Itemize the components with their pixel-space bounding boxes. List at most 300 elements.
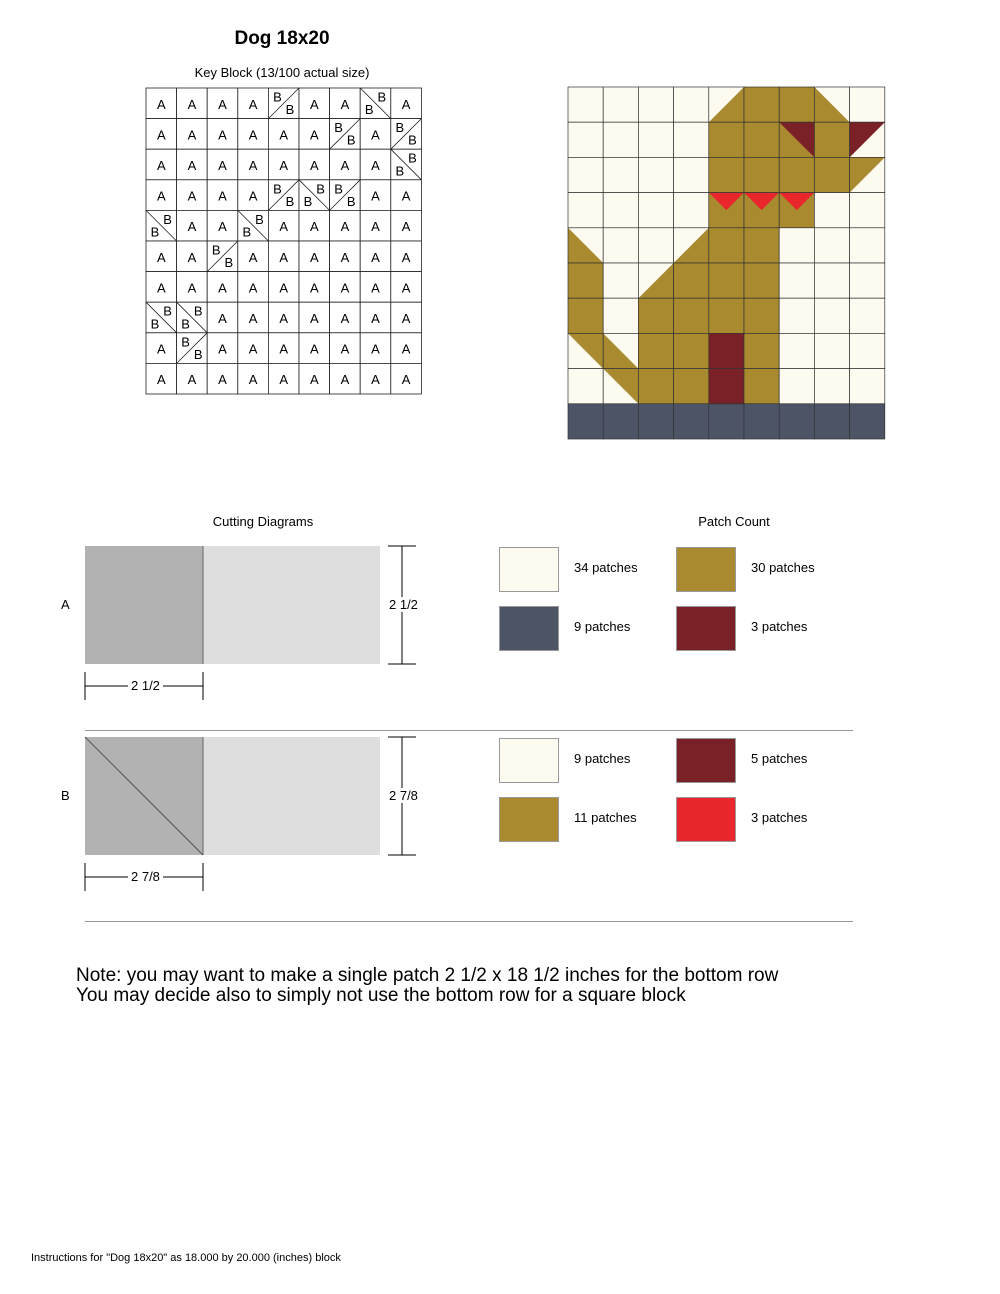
key-cell (268, 210, 299, 241)
key-cell-label: A (340, 219, 350, 235)
quilt-cell (850, 404, 885, 439)
key-cell (238, 333, 269, 364)
key-cell-label: B (334, 181, 343, 197)
key-cell-label: B (181, 316, 190, 332)
key-cell (360, 241, 391, 272)
key-cell (299, 180, 330, 211)
key-cell (330, 333, 361, 364)
quilt-cell (674, 228, 709, 263)
quilt-cell (674, 157, 709, 192)
patch-count-label: 9 patches (574, 751, 631, 766)
key-cell-label: A (340, 372, 350, 388)
key-cell-label: A (187, 188, 197, 204)
key-cell (207, 149, 238, 180)
key-cell (299, 363, 330, 394)
key-cell (330, 302, 361, 333)
key-cell-label: A (401, 372, 411, 388)
key-cell (207, 241, 238, 272)
key-cell (146, 241, 177, 272)
key-cell (330, 363, 361, 394)
key-cell-label: A (401, 188, 411, 204)
patch-count-label: 30 patches (751, 560, 815, 575)
quilt-cell (850, 369, 885, 404)
quilt-cell (568, 157, 603, 192)
quilt-cell (674, 369, 709, 404)
key-cell (177, 241, 208, 272)
key-cell-label: A (340, 311, 350, 326)
quilt-cell (638, 333, 673, 368)
key-cell (146, 88, 177, 119)
key-cell-label: B (273, 181, 282, 197)
quilt-cell (779, 193, 814, 228)
key-cell-label: A (371, 127, 380, 143)
key-cell-label: A (309, 96, 319, 112)
quilt-cell (603, 404, 638, 439)
key-cell (391, 149, 422, 180)
key-cell-label: A (218, 127, 227, 143)
key-cell-label: A (187, 158, 197, 173)
key-cell (391, 272, 422, 303)
key-cell (268, 241, 299, 272)
quilt-cell (779, 157, 814, 192)
key-cell-label: B (150, 224, 160, 240)
quilt-cell (744, 333, 779, 368)
key-cell-label: B (224, 255, 234, 271)
key-cell-label: B (408, 150, 417, 166)
quilt-cell (603, 369, 638, 404)
key-cell (146, 272, 177, 303)
key-cell (238, 302, 269, 333)
quilt-cell (814, 369, 849, 404)
quilt-cell (709, 87, 744, 122)
key-cell (238, 149, 269, 180)
quilt-preview (567, 86, 888, 440)
quilt-cell (674, 122, 709, 157)
fabric-swatch (499, 606, 559, 651)
quilt-cell (638, 193, 673, 228)
key-cell (299, 149, 330, 180)
quilt-cell (568, 122, 603, 157)
key-cell-label: A (156, 96, 166, 112)
key-cell (177, 149, 208, 180)
cutting-a-width-dim: 2 1/2 (128, 678, 163, 693)
quilt-cell (709, 263, 744, 298)
key-cell-label: B (346, 193, 356, 209)
quilt-cell (779, 228, 814, 263)
key-cell-label: B (285, 102, 295, 118)
quilt-cell (603, 298, 638, 333)
quilt-cell (709, 369, 744, 404)
key-cell (391, 302, 422, 333)
key-cell-label: A (248, 127, 258, 143)
key-cell-label: A (309, 127, 319, 143)
key-cell-label: A (340, 249, 350, 265)
quilt-cell (814, 122, 849, 157)
key-cell (330, 272, 361, 303)
quilt-cell (674, 404, 709, 439)
key-cell-label: B (395, 120, 405, 136)
quilt-cell (638, 263, 673, 298)
key-cell (391, 88, 422, 119)
quilt-cell (638, 87, 673, 122)
key-cell-label: A (371, 280, 380, 296)
key-cell (330, 180, 361, 211)
quilt-cell (603, 193, 638, 228)
patch-count-label: 9 patches (574, 619, 631, 634)
cutting-diagrams-heading: Cutting Diagrams (212, 514, 314, 529)
fabric-swatch (676, 797, 736, 842)
quilt-cell (779, 333, 814, 368)
note-line-2: You may decide also to simply not use the bottom row for a square block (76, 985, 686, 1006)
quilt-cell (814, 87, 849, 122)
key-cell-label: A (340, 158, 350, 173)
fabric-swatch (499, 738, 559, 783)
key-cell (330, 88, 361, 119)
key-cell-label: A (156, 127, 166, 143)
key-cell (391, 119, 422, 150)
fabric-swatch (499, 797, 559, 842)
quilt-cell (779, 263, 814, 298)
quilt-cell (744, 87, 779, 122)
key-cell-label: A (156, 188, 166, 204)
quilt-cell (744, 298, 779, 333)
key-cell-label: A (187, 280, 197, 296)
key-cell (146, 149, 177, 180)
key-cell-label: A (248, 280, 258, 296)
key-cell (391, 333, 422, 364)
quilt-cell (638, 369, 673, 404)
quilt-cell (568, 298, 603, 333)
quilt-cell (638, 404, 673, 439)
key-cell (238, 180, 269, 211)
key-cell-label: B (316, 181, 325, 197)
key-cell (207, 210, 238, 241)
key-cell-label: A (218, 219, 227, 235)
quilt-cell (850, 157, 885, 192)
key-cell (360, 363, 391, 394)
key-cell (360, 210, 391, 241)
quilt-cell (779, 369, 814, 404)
key-cell (177, 210, 208, 241)
key-cell (391, 180, 422, 211)
quilt-cell (744, 263, 779, 298)
key-cell-label: A (248, 311, 258, 326)
quilt-cell (709, 122, 744, 157)
key-cell (207, 363, 238, 394)
key-cell-label: A (279, 341, 289, 357)
cutting-a-label: A (61, 597, 70, 612)
key-cell-label: A (401, 219, 411, 235)
key-cell (238, 241, 269, 272)
key-cell (238, 272, 269, 303)
key-cell-label: A (371, 341, 380, 357)
key-cell-label: B (150, 316, 160, 332)
key-cell-label: A (248, 188, 258, 204)
key-cell-label: A (401, 280, 411, 296)
patch-count-label: 3 patches (751, 619, 808, 634)
key-cell-label: A (279, 219, 289, 235)
key-cell-label: A (248, 158, 258, 173)
key-cell (299, 119, 330, 150)
key-cell-label: A (187, 127, 197, 143)
key-cell-label: A (309, 158, 319, 173)
quilt-cell (814, 228, 849, 263)
key-cell (268, 180, 299, 211)
footer-instructions: Instructions for "Dog 18x20" as 18.000 by 20.000 (inches) block (31, 1252, 341, 1264)
cutting-a-height-dim: 2 1/2 (389, 597, 418, 612)
quilt-cell (603, 157, 638, 192)
key-cell (207, 119, 238, 150)
key-cell-label: B (285, 193, 295, 209)
key-cell-label: A (248, 341, 258, 357)
quilt-cell (814, 404, 849, 439)
key-cell-label: A (156, 158, 166, 173)
key-cell-label: A (401, 96, 411, 112)
key-cell (360, 180, 391, 211)
quilt-cell (850, 333, 885, 368)
key-cell-label: A (187, 96, 197, 112)
key-cell-label: A (248, 372, 258, 388)
key-cell (299, 302, 330, 333)
key-cell-label: A (156, 280, 166, 296)
note-line-1: Note: you may want to make a single patch 2 1/2 x 18 1/2 inches for the bottom row (76, 965, 779, 986)
quilt-cell (568, 87, 603, 122)
key-cell-label: A (340, 96, 350, 112)
key-cell (330, 241, 361, 272)
key-cell-label: A (279, 372, 289, 388)
key-cell (268, 149, 299, 180)
key-cell-label: B (255, 211, 264, 227)
key-cell (360, 333, 391, 364)
key-cell (238, 210, 269, 241)
key-cell (268, 302, 299, 333)
cutting-b-height-dim: 2 7/8 (389, 788, 418, 803)
key-cell-label: A (248, 96, 258, 112)
key-cell (360, 88, 391, 119)
key-cell-label: A (309, 249, 319, 265)
key-cell (177, 88, 208, 119)
key-cell-label: A (279, 280, 289, 296)
key-cell-label: A (309, 372, 319, 388)
key-cell-label: A (187, 372, 197, 388)
quilt-cell (814, 333, 849, 368)
quilt-cell (568, 369, 603, 404)
key-cell (268, 363, 299, 394)
key-cell (268, 88, 299, 119)
key-cell (330, 119, 361, 150)
quilt-cell (850, 193, 885, 228)
quilt-cell (744, 157, 779, 192)
quilt-cell (568, 404, 603, 439)
quilt-cell (674, 263, 709, 298)
key-cell-label: A (279, 127, 289, 143)
key-cell-label: A (340, 280, 350, 296)
quilt-cell (603, 263, 638, 298)
key-cell-label: A (279, 249, 289, 265)
quilt-cell (603, 87, 638, 122)
quilt-cell (638, 157, 673, 192)
quilt-cell (850, 122, 885, 157)
key-cell-label: A (371, 311, 380, 326)
quilt-cell (779, 298, 814, 333)
key-cell-label: B (346, 132, 356, 148)
quilt-cell (568, 333, 603, 368)
quilt-cell (709, 228, 744, 263)
quilt-cell (568, 193, 603, 228)
quilt-cell (744, 228, 779, 263)
key-cell (268, 119, 299, 150)
key-cell-label: A (279, 311, 289, 326)
key-cell (268, 333, 299, 364)
key-cell (146, 363, 177, 394)
key-cell-label: B (377, 89, 387, 105)
fabric-swatch (676, 738, 736, 783)
key-cell (177, 180, 208, 211)
key-cell (299, 241, 330, 272)
key-cell (360, 119, 391, 150)
key-cell-label: A (279, 158, 289, 173)
key-cell (299, 272, 330, 303)
quilt-cell (709, 333, 744, 368)
quilt-cell (568, 228, 603, 263)
key-cell-label: A (156, 249, 166, 265)
quilt-cell (568, 263, 603, 298)
key-cell (330, 210, 361, 241)
key-cell-label: A (371, 219, 380, 235)
quilt-cell (814, 193, 849, 228)
key-block-grid (145, 87, 424, 397)
patch-count-label: 34 patches (574, 560, 638, 575)
key-cell-label: B (211, 242, 221, 258)
key-cell (207, 272, 238, 303)
divider (85, 921, 853, 922)
page-title: Dog 18x20 (234, 28, 330, 49)
key-cell-label: A (309, 311, 319, 326)
key-cell (146, 302, 177, 333)
key-cell-label: A (371, 249, 380, 265)
key-cell-label: A (309, 280, 319, 296)
key-cell-label: B (181, 334, 190, 350)
key-cell-label: A (401, 311, 411, 326)
key-cell (330, 149, 361, 180)
key-cell-label: A (401, 341, 411, 357)
key-cell-label: B (242, 224, 252, 240)
key-cell (177, 302, 208, 333)
quilt-cell (850, 298, 885, 333)
key-cell (238, 88, 269, 119)
key-cell (268, 272, 299, 303)
key-cell-label: A (218, 158, 227, 173)
patch-count-heading: Patch Count (698, 514, 770, 529)
key-cell (207, 302, 238, 333)
quilt-cell (674, 333, 709, 368)
cutting-b-label: B (61, 788, 70, 803)
quilt-cell (814, 157, 849, 192)
key-cell-label: A (218, 96, 227, 112)
fabric-swatch (676, 547, 736, 592)
quilt-cell (744, 193, 779, 228)
quilt-cell (814, 298, 849, 333)
fabric-swatch (499, 547, 559, 592)
key-cell-label: B (408, 132, 417, 148)
key-cell (360, 302, 391, 333)
cutting-b-width-dim: 2 7/8 (128, 869, 163, 884)
quilt-cell (744, 122, 779, 157)
quilt-cell (709, 193, 744, 228)
key-cell (299, 88, 330, 119)
key-cell (238, 363, 269, 394)
quilt-cell (850, 263, 885, 298)
key-cell-label: A (187, 219, 197, 235)
key-cell-label: A (340, 341, 350, 357)
quilt-cell (603, 228, 638, 263)
quilt-cell (744, 369, 779, 404)
quilt-cell (709, 157, 744, 192)
key-cell-label: A (187, 249, 197, 265)
quilt-cell (850, 228, 885, 263)
key-cell-label: A (371, 372, 380, 388)
key-cell-label: A (218, 372, 227, 388)
key-cell (146, 119, 177, 150)
key-cell-label: B (364, 102, 374, 118)
quilt-cell (603, 122, 638, 157)
quilt-cell (779, 404, 814, 439)
patch-count-label: 3 patches (751, 810, 808, 825)
quilt-cell (814, 263, 849, 298)
key-cell-label: A (156, 372, 166, 388)
quilt-cell (744, 404, 779, 439)
key-cell-label: B (193, 303, 203, 319)
key-cell (238, 119, 269, 150)
key-cell (391, 363, 422, 394)
quilt-cell (638, 122, 673, 157)
quilt-cell (709, 404, 744, 439)
key-cell-label: B (273, 89, 282, 105)
key-cell (299, 210, 330, 241)
patch-count-label: 11 patches (574, 810, 637, 825)
key-cell-label: B (163, 211, 172, 227)
quilt-cell (674, 87, 709, 122)
key-cell (391, 210, 422, 241)
quilt-cell (638, 228, 673, 263)
key-cell (177, 272, 208, 303)
key-cell-label: B (303, 193, 313, 209)
key-cell-label: A (218, 188, 227, 204)
key-cell-label: A (371, 188, 380, 204)
key-cell-label: B (395, 163, 405, 179)
key-cell (391, 241, 422, 272)
key-cell (299, 333, 330, 364)
key-cell-label: A (218, 280, 227, 296)
patch-count-label: 5 patches (751, 751, 808, 766)
quilt-cell (674, 193, 709, 228)
key-cell (207, 333, 238, 364)
key-cell (177, 363, 208, 394)
quilt-cell (779, 87, 814, 122)
key-cell-label: A (248, 249, 258, 265)
key-cell-label: A (401, 249, 411, 265)
key-cell-label: B (193, 346, 203, 362)
quilt-cell (779, 122, 814, 157)
key-cell (207, 88, 238, 119)
key-cell (146, 210, 177, 241)
key-cell-label: B (163, 303, 172, 319)
key-cell-label: A (218, 341, 227, 357)
key-cell-label: A (309, 219, 319, 235)
key-cell-label: B (334, 120, 343, 136)
quilt-cell (709, 298, 744, 333)
patch-a-square (85, 546, 203, 664)
